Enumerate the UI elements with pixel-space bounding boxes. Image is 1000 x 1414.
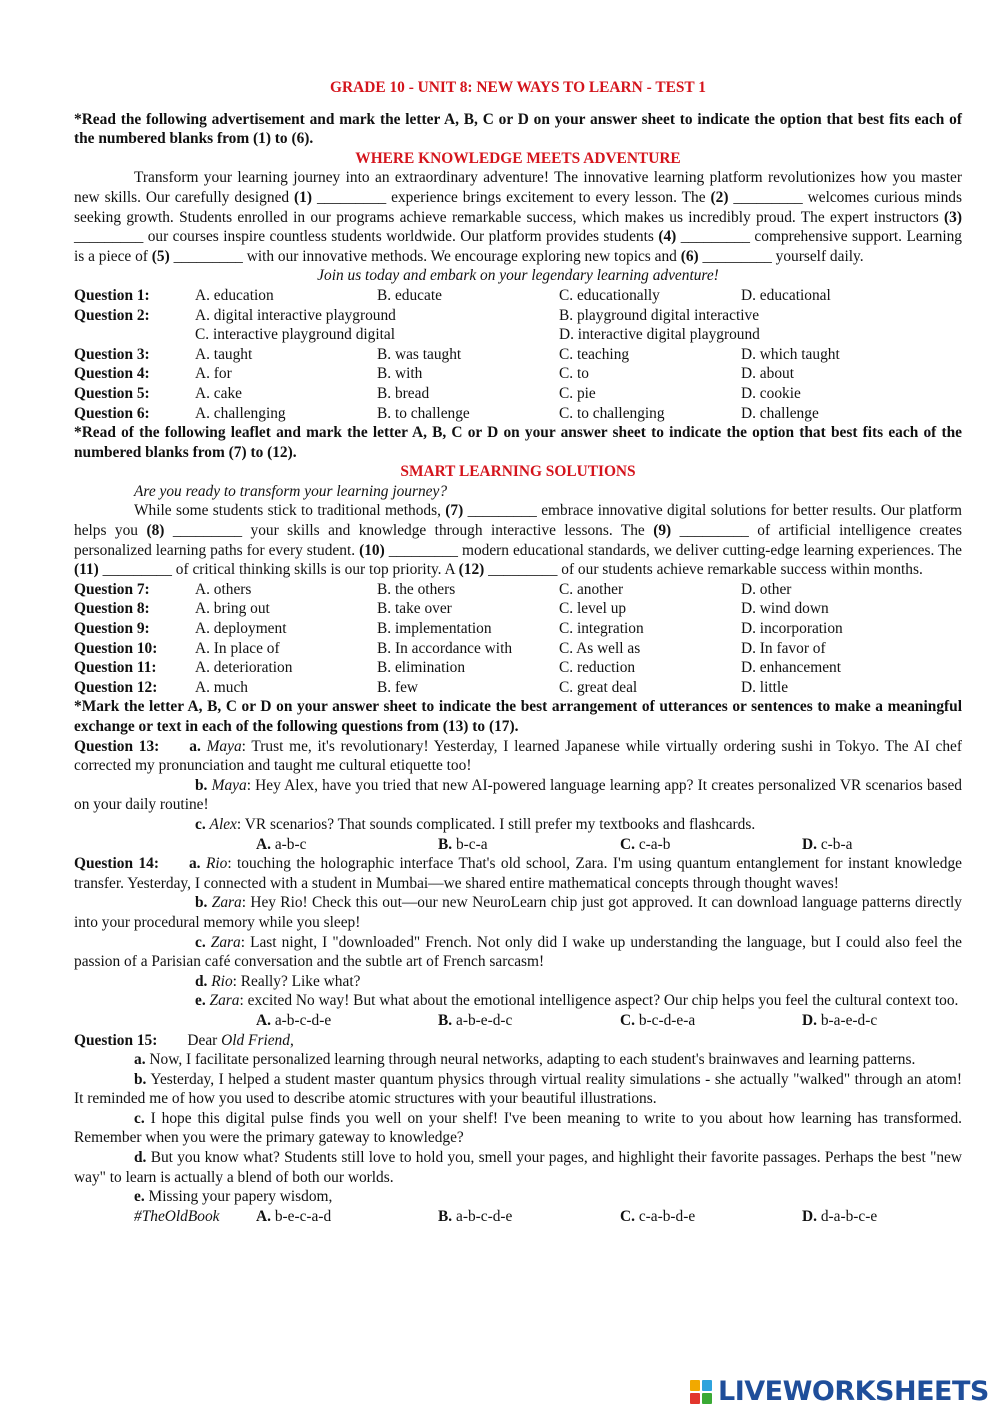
section2-passage: While some students stick to traditional methods, (7) _________ embrace innovative digital solutions for better results. Our platform helps you (8) _________ your skills and knowledge through interactive lessons. The (9) _________ of artificial intelligence creates personalized learning paths for every student. (10) _________ modern educational standards, we deliver cutting-edge learning experiences. The (11) _________ of critical thinking skills is our top priority. A (12) _________ of our students achieve remarkable success within months.	[74, 502, 962, 579]
question-row	[74, 325, 962, 345]
question-label: Question 1:	[74, 286, 150, 304]
question-row	[74, 658, 962, 678]
option-d[interactable]: D. which taught	[741, 345, 840, 363]
q15-greeting: Question 15: Dear Old Friend,	[74, 1031, 294, 1049]
option-c[interactable]: C. interactive playground digital	[195, 326, 396, 344]
option-d[interactable]: D. enhancement	[741, 659, 841, 677]
option-b[interactable]: B. with	[377, 365, 423, 383]
option-c[interactable]: C. to challenging	[559, 404, 665, 422]
option-a[interactable]: A. cake	[195, 384, 242, 402]
option-c[interactable]: C. level up	[559, 600, 627, 618]
q15-line-a: a. Now, I facilitate personalized learning through neural networks, adapting to each student's brainwaves and learning patterns.	[134, 1051, 916, 1069]
option-d[interactable]: D. interactive digital playground	[559, 326, 760, 344]
question-label: Question 15:	[74, 1031, 158, 1049]
option-d[interactable]: D. In favor of	[741, 639, 826, 657]
answer-a[interactable]: A. a-b-c-d-e	[256, 1011, 332, 1029]
q13-answers	[74, 835, 962, 855]
section1-heading: WHERE KNOWLEDGE MEETS ADVENTURE	[355, 149, 681, 167]
answer-a[interactable]: A. a-b-c	[256, 835, 307, 853]
answer-d[interactable]: D. c-b-a	[802, 835, 853, 853]
answer-c[interactable]: C. c-a-b-d-e	[620, 1207, 696, 1225]
question-label: Question 12:	[74, 678, 158, 696]
option-d[interactable]: D. wind down	[741, 600, 829, 618]
option-a[interactable]: A. digital interactive playground	[195, 306, 396, 324]
option-a[interactable]: A. In place of	[195, 639, 280, 657]
page-title: GRADE 10 - UNIT 8: NEW WAYS TO LEARN - TEST 1	[330, 79, 706, 96]
question-row	[74, 599, 962, 619]
answer-d[interactable]: D. b-a-e-d-c	[802, 1011, 878, 1029]
question-row	[74, 384, 962, 404]
option-a[interactable]: A. deterioration	[195, 659, 293, 677]
q14-line-a: Question 14: a. Rio: touching the holographic interface That's old school, Zara. I'm using quantum entanglement for instant knowledge transfer. Yesterday, I connected with a student in Mumbai—we shared entire mathematical concepts through thought waves!	[74, 855, 962, 892]
option-b[interactable]: B. implementation	[377, 620, 492, 638]
question-row	[74, 286, 962, 306]
option-a[interactable]: A. deployment	[195, 620, 287, 638]
question-label: Question 6:	[74, 404, 150, 422]
option-d[interactable]: D. little	[741, 678, 789, 696]
question-row	[74, 306, 962, 326]
option-d[interactable]: D. cookie	[741, 384, 801, 402]
question-label: Question 9:	[74, 620, 150, 638]
option-a[interactable]: A. much	[195, 678, 249, 696]
question-label: Question 4:	[74, 365, 150, 383]
section2-heading: SMART LEARNING SOLUTIONS	[400, 463, 636, 481]
q15-line-b: b. Yesterday, I helped a student master quantum physics through virtual reality simulations - she actually "walked" through an atom! It reminded me of how you used to describe atomic structures with your beautiful illustrations.	[74, 1070, 962, 1108]
option-b[interactable]: B. playground digital interactive	[559, 306, 760, 324]
q14-line-b: b. Zara: Hey Rio! Check this out—our new NeuroLearn chip just got approved. It can download language patterns directly into your procedural memory while you sleep!	[74, 894, 962, 931]
section1-closing: Join us today and embark on your legendary learning adventure!	[317, 267, 719, 285]
q13-line-c: c. Alex: VR scenarios? That sounds complicated. I still prefer my textbooks and flashcards.	[195, 815, 756, 833]
answer-c[interactable]: C. c-a-b	[620, 835, 671, 853]
question-label: Question 7:	[74, 580, 150, 598]
q14-line-d: d. Rio: Really? Like what?	[195, 972, 361, 990]
option-b[interactable]: B. In accordance with	[377, 639, 513, 657]
question-label: Question 13:	[74, 737, 160, 755]
signature: #TheOldBook	[134, 1207, 220, 1225]
question-row	[74, 619, 962, 639]
option-c[interactable]: C. integration	[559, 620, 644, 638]
question-label: Question 10:	[74, 639, 158, 657]
question-label: Question 11:	[74, 659, 157, 677]
section1-instruction: *Read the following advertisement and mark the letter A, B, C or D on your answer sheet to indicate the option that best fits each of the numbered blanks from (1) to (6).	[74, 110, 962, 148]
question-row	[74, 639, 962, 659]
question-row	[74, 345, 962, 365]
q15-line-e: e. Missing your papery wisdom,	[134, 1188, 333, 1206]
question-label: Question 14:	[74, 855, 159, 873]
option-b[interactable]: B. few	[377, 678, 419, 696]
question-row	[74, 580, 962, 600]
q15-line-d: d. But you know what? Students still love to hold you, smell your pages, and highlight their favorite passages. Perhaps the best "new way" to learn is actually a blend of both our worlds.	[74, 1149, 962, 1186]
q13-line-b: b. Maya: Hey Alex, have you tried that new AI-powered language learning app? It creates personalized VR scenarios based on your daily routine!	[74, 776, 962, 814]
option-b[interactable]: B. bread	[377, 384, 430, 402]
option-c[interactable]: C. to	[559, 365, 589, 383]
option-b[interactable]: B. educate	[377, 286, 442, 304]
question-label: Question 2:	[74, 306, 150, 324]
answer-b[interactable]: B. a-b-c-d-e	[438, 1207, 513, 1225]
option-b[interactable]: B. to challenge	[377, 404, 470, 422]
answer-b[interactable]: B. a-b-e-d-c	[438, 1011, 513, 1029]
option-c[interactable]: C. great deal	[559, 678, 638, 696]
option-d[interactable]: D. about	[741, 365, 795, 383]
question-label: Question 3:	[74, 345, 150, 363]
option-c[interactable]: C. As well as	[559, 639, 641, 657]
option-a[interactable]: A. for	[195, 365, 232, 383]
question-row	[74, 404, 962, 424]
answer-c[interactable]: C. b-c-d-e-a	[620, 1011, 696, 1029]
question-row	[74, 364, 962, 384]
q14-line-c: c. Zara: Last night, I "downloaded" French. Not only did I wake up understanding the language, but I could also feel the passion of a Parisian café conversation and the subtle art of French sarcasm!	[74, 933, 962, 971]
option-a[interactable]: A. education	[195, 286, 274, 304]
option-d[interactable]: D. other	[741, 580, 792, 598]
option-a[interactable]: A. bring out	[195, 600, 270, 618]
option-b[interactable]: B. was taught	[377, 345, 462, 363]
section2-instruction: *Read of the following leaflet and mark the letter A, B, C or D on your answer sheet to indicate the option that best fits each of the numbered blanks from (7) to (12).	[74, 424, 962, 461]
option-a[interactable]: A. others	[195, 580, 252, 598]
option-d[interactable]: D. educational	[741, 286, 831, 304]
question-label: Question 8:	[74, 600, 150, 618]
liveworksheets-logo	[690, 1376, 989, 1407]
question-label: Question 5:	[74, 384, 150, 402]
section2-intro: Are you ready to transform your learning journey?	[134, 482, 448, 500]
answer-b[interactable]: B. b-c-a	[438, 835, 488, 853]
option-a[interactable]: A. taught	[195, 345, 253, 363]
q15-answers	[74, 1207, 962, 1227]
section1-passage: Transform your learning journey into an extraordinary adventure! The innovative learning platform revolutionizes how you master new skills. Our carefully designed (1) _________ experience brings excitement to every lesson. The (2) _________ welcomes curious minds seeking growth. Students enrolled in our programs achieve remarkable success, which makes us incredibly proud. The expert instructors (3) _________ our courses inspire countless students worldwide. Our platform provides students (4) _________ comprehensive support. Learning is a piece of (5) _________ with our innovative methods. We encourage exploring new topics and (6) _________ yourself daily.	[74, 169, 963, 265]
q14-answers	[74, 1011, 962, 1031]
answer-a[interactable]: A. b-e-c-a-d	[256, 1207, 332, 1225]
question-row	[74, 678, 962, 698]
option-d[interactable]: D. challenge	[741, 404, 819, 422]
option-c[interactable]: C. reduction	[559, 659, 636, 677]
option-d[interactable]: D. incorporation	[741, 620, 843, 638]
answer-d[interactable]: D. d-a-b-c-e	[802, 1207, 878, 1225]
option-c[interactable]: C. teaching	[559, 345, 630, 363]
option-c[interactable]: C. educationally	[559, 286, 660, 304]
option-a[interactable]: A. challenging	[195, 404, 286, 422]
q14-line-e: e. Zara: excited No way! But what about the emotional intelligence aspect? Our chip helps you feel the cultural context too.	[195, 992, 959, 1010]
q13-line-a: Question 13: a. Maya: Trust me, it's revolutionary! Yesterday, I learned Japanese while virtually ordering sushi in Tokyo. The AI chef corrected my pronunciation and taught me cultural etiquette too!	[74, 737, 962, 775]
worksheet-page	[74, 78, 962, 1226]
option-b[interactable]: B. the others	[377, 580, 456, 598]
logo-text: LIVEWORKSHEETS	[718, 1376, 989, 1407]
option-c[interactable]: C. pie	[559, 384, 596, 402]
q15-line-c: c. I hope this digital pulse finds you well on your shelf! I've been meaning to write to you about how learning has transformed. Remember when you were the primary gateway to knowledge?	[74, 1109, 962, 1147]
option-c[interactable]: C. another	[559, 580, 624, 598]
section3-instruction: *Mark the letter A, B, C or D on your answer sheet to indicate the best arrangement of utterances or sentences to make a meaningful exchange or text in each of the following questions from (13) to (17).	[74, 698, 962, 735]
option-b[interactable]: B. take over	[377, 600, 452, 618]
liveworksheets-logo-icon	[690, 1380, 712, 1404]
option-b[interactable]: B. elimination	[377, 659, 466, 677]
